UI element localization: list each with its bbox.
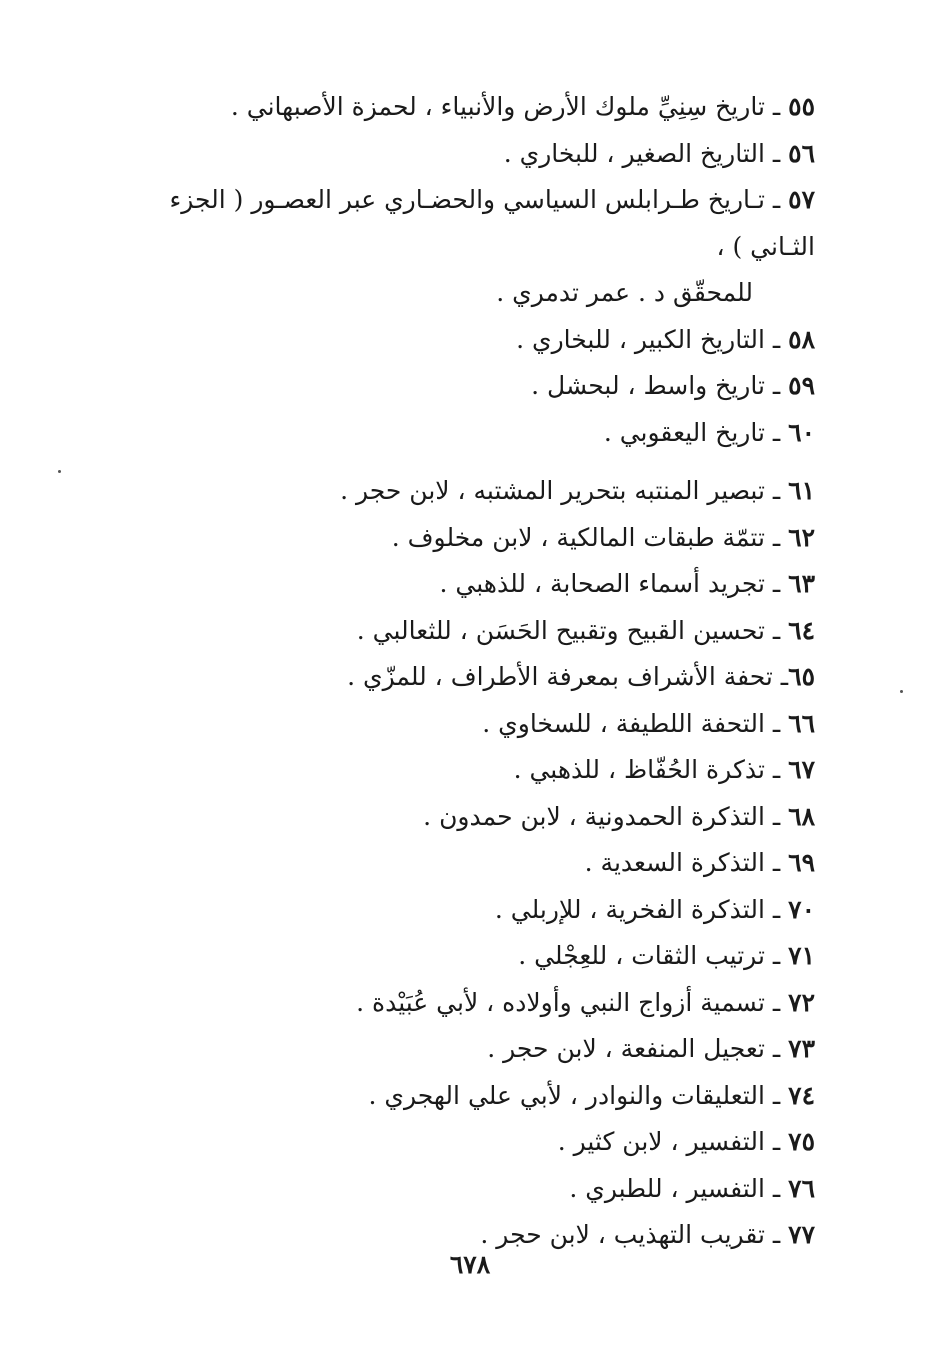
list-item <box>100 561 815 608</box>
list-item <box>100 1166 815 1213</box>
entry-continuation: للمحقّق د . عمر تدمري . <box>496 278 753 307</box>
entry-text: ـ ترتيب الثقات ، للعِجْلي . <box>518 941 789 970</box>
list-item <box>100 794 815 841</box>
entry-text: ـ تجريد أسماء الصحابة ، للذهبي . <box>439 569 789 598</box>
entry-text: ـ تسمية أزواج النبي وأولاده ، لأبي عُبَيْدة . <box>356 987 789 1017</box>
entry-number: ٧٧ <box>788 1220 815 1249</box>
entry-number: ٧١ <box>788 941 815 970</box>
scan-speck <box>58 470 61 473</box>
entry-text: ـ التذكرة الفخرية ، للإربلي . <box>494 894 789 924</box>
entry-number: ٧٥ <box>788 1127 815 1156</box>
list-item <box>100 363 815 410</box>
entry-number: ٦٠ <box>788 417 815 447</box>
list-item <box>100 933 815 980</box>
entry-text: ـ تاريخ واسط ، لبحشل . <box>531 371 789 400</box>
list-item <box>100 410 815 457</box>
entry-text: ـ التفسير ، للطبري . <box>569 1173 789 1203</box>
entry-number: ٧٤ <box>788 1080 815 1110</box>
entry-number: ٥٧ <box>788 185 815 214</box>
list-item <box>100 654 815 701</box>
entry-number: ٦٥ <box>788 662 815 691</box>
list-item <box>100 747 815 794</box>
entry-number: ٧٣ <box>788 1034 815 1063</box>
entry-number: ٦٣ <box>788 569 815 598</box>
list-item <box>100 1073 815 1120</box>
list-item <box>100 317 815 364</box>
list-item <box>100 131 815 178</box>
entry-text: ـ التاريخ الكبير ، للبخاري . <box>516 324 789 354</box>
entry-text: ـ التعليقات والنوادر ، لأبي علي الهجري . <box>368 1080 789 1110</box>
entry-text: ـ تذكرة الحُفّاظ ، للذهبي . <box>513 755 789 784</box>
entry-text: ـ تاريخ سِنِيِّ ملوك الأرض والأنبياء ، لحمزة الأصبهاني . <box>230 92 789 121</box>
list-item <box>100 887 815 934</box>
entry-number: ٦٤ <box>788 615 815 645</box>
entry-text: ـ تقريب التهذيب ، لابن حجر . <box>480 1220 789 1249</box>
entry-number: ٦٩ <box>788 848 815 877</box>
entry-number: ٧٦ <box>788 1173 815 1203</box>
entry-text: ـ التحفة اللطيفة ، للسخاوي . <box>482 708 789 738</box>
list-item <box>100 980 815 1027</box>
list-item <box>100 1026 815 1073</box>
entry-text: ـ تعجيل المنفعة ، لابن حجر . <box>487 1034 789 1063</box>
list-item <box>100 840 815 887</box>
entry-text: ـ تاريخ اليعقوبي . <box>603 417 789 447</box>
entry-number: ٦٧ <box>788 755 815 784</box>
entry-text: ـ تحفة الأشراف بمعرفة الأطراف ، للمزّي . <box>347 662 789 691</box>
list-item <box>100 177 815 317</box>
entry-text: ـ تـاريخ طـرابلس السياسي والحضـاري عبر العصـور ( الجزء الثـاني ) ، <box>169 185 815 261</box>
bibliography-list <box>100 84 815 1259</box>
entry-number: ٦٢ <box>788 522 815 552</box>
entry-text: ـ التفسير ، لابن كثير . <box>557 1127 789 1156</box>
list-item <box>100 1119 815 1166</box>
scan-speck <box>900 690 903 693</box>
list-item <box>100 468 815 515</box>
list-item <box>100 84 815 131</box>
entry-number: ٦٦ <box>788 708 815 738</box>
entry-number: ٦١ <box>788 476 815 505</box>
entry-number: ٧٠ <box>788 894 815 924</box>
list-item <box>100 515 815 562</box>
entry-text: ـ تبصير المنتبه بتحرير المشتبه ، لابن حجر . <box>340 476 789 505</box>
entry-number: ٥٩ <box>788 371 815 400</box>
entry-text: ـ تحسين القبيح وتقبيح الحَسَن ، للثعالبي . <box>356 615 789 645</box>
entry-text: ـ التذكرة الحمدونية ، لابن حمدون . <box>423 801 789 831</box>
entry-text: ـ تتمّة طبقات المالكية ، لابن مخلوف . <box>391 522 789 552</box>
list-item <box>100 608 815 655</box>
entry-number: ٥٦ <box>788 138 815 168</box>
entry-text: ـ التذكرة السعدية . <box>584 848 789 877</box>
entry-number: ٦٨ <box>788 801 815 831</box>
entry-number: ٥٥ <box>788 92 815 121</box>
section-gap <box>100 456 815 468</box>
entry-number: ٧٢ <box>788 987 815 1017</box>
page-number: ٦٧٨ <box>449 1250 491 1279</box>
entry-text: ـ التاريخ الصغير ، للبخاري . <box>503 138 789 168</box>
list-item <box>100 701 815 748</box>
entry-number: ٥٨ <box>788 324 815 354</box>
